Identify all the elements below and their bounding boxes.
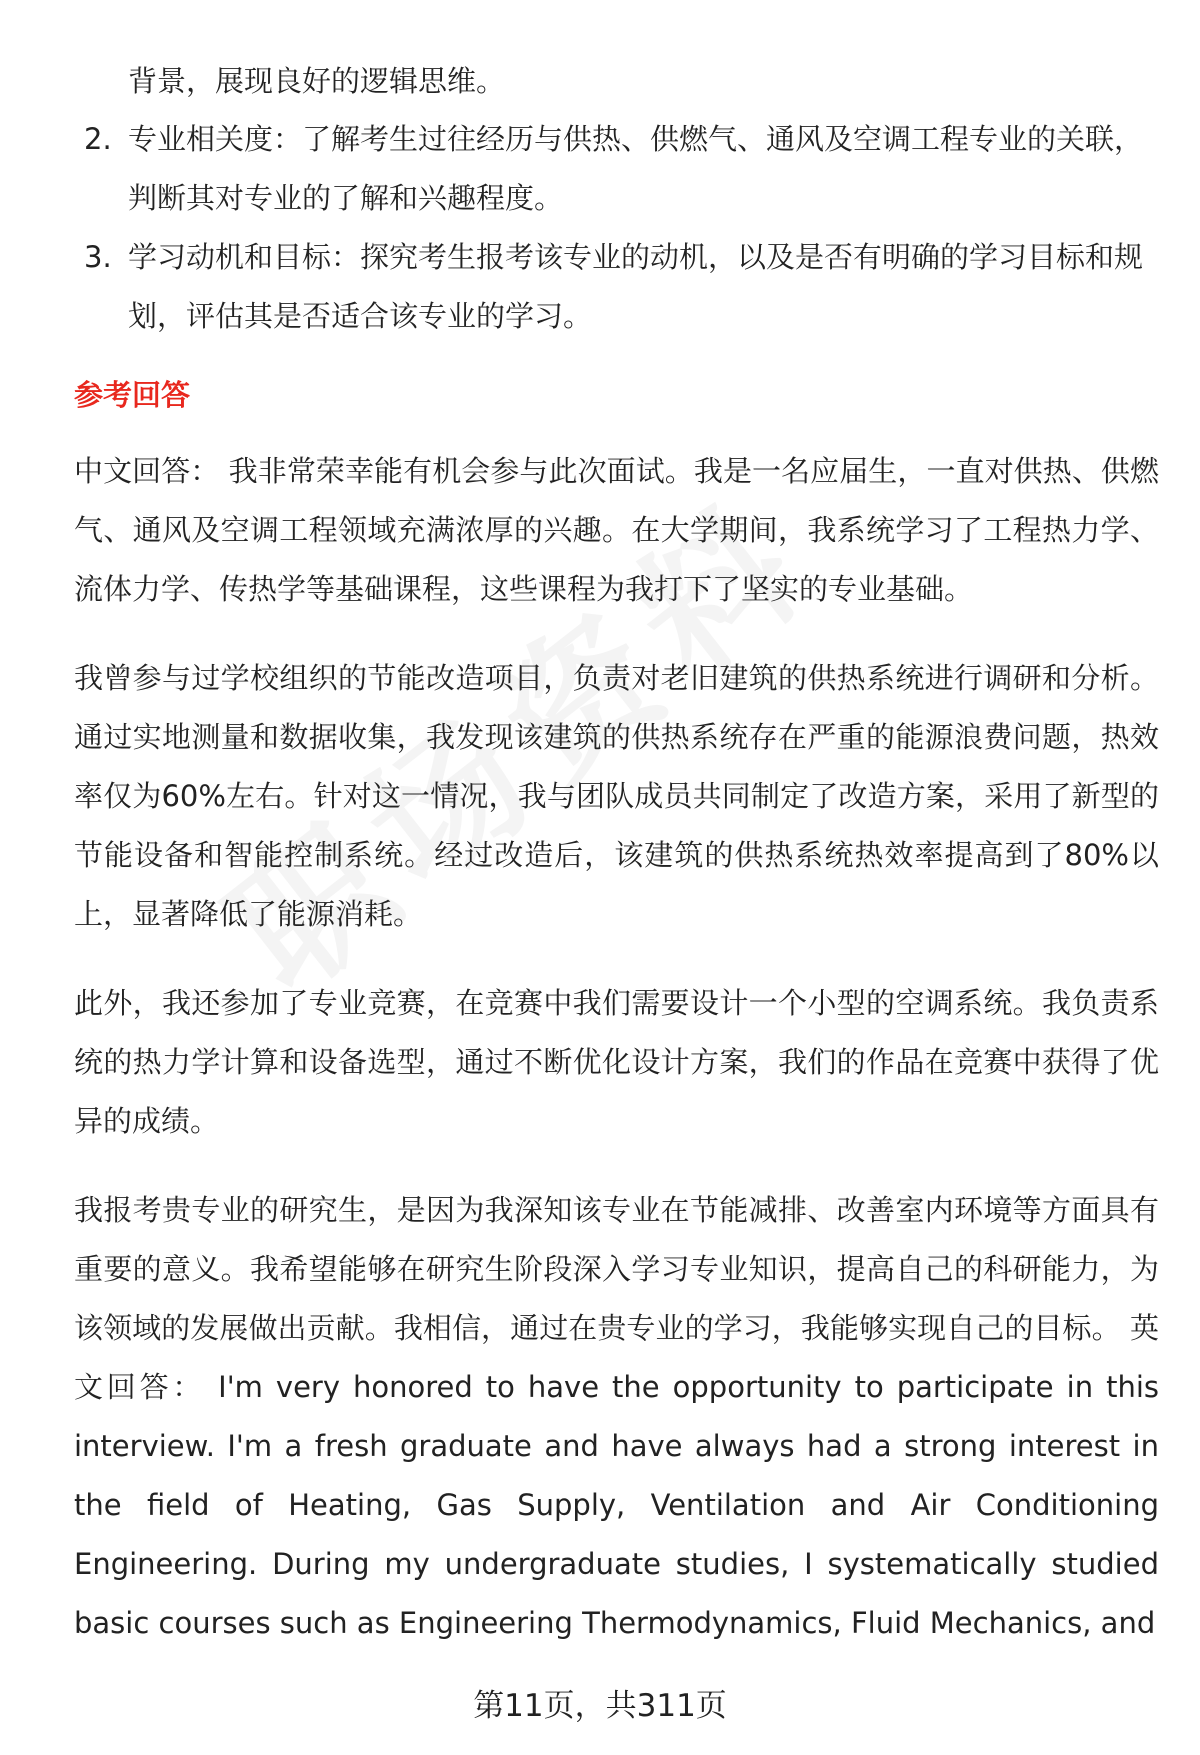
- list-item-number: 3.: [84, 240, 112, 274]
- list-item: [74, 110, 1159, 228]
- page-footer: 第11页，共311页: [473, 1688, 727, 1724]
- paragraph: 此外，我还参加了专业竞赛，在竞赛中我们需要设计一个小型的空调系统。我负责系统的热力学计算和设备选型，通过不断优化设计方案，我们的作品在竞赛中获得了优异的成绩。: [74, 986, 1159, 1138]
- list-item-number: 2.: [84, 122, 112, 156]
- page-content: [74, 52, 1159, 1683]
- paragraph: 我曾参与过学校组织的节能改造项目，负责对老旧建筑的供热系统进行调研和分析。通过实地测量和数据收集，我发现该建筑的供热系统存在严重的能源浪费问题，热效率仅为60%左右。针对这一情况，我与团队成员共同制定了改造方案，采用了新型的节能设备和智能控制系统。经过改造后，该建筑的供热系统热效率提高到了80%以上，显著降低了能源消耗。: [74, 661, 1159, 931]
- paragraph: 中文回答： 我非常荣幸能有机会参与此次面试。我是一名应届生，一直对供热、供燃气、通风及空调工程领域充满浓厚的兴趣。在大学期间，我系统学习了工程热力学、流体力学、传热学等基础课程，这些课程为我打下了坚实的专业基础。: [74, 454, 1159, 606]
- section-heading: 参考回答: [74, 378, 191, 412]
- requirements-list: [74, 110, 1159, 346]
- list-item-text: 专业相关度：了解考生过往经历与供热、供燃气、通风及空调工程专业的关联，判断其对专业的了解和兴趣程度。: [128, 122, 1144, 215]
- list-item: [74, 228, 1159, 346]
- list-item-text: 学习动机和目标：探究考生报考该专业的动机，以及是否有明确的学习目标和规划，评估其是否适合该专业的学习。: [128, 240, 1144, 333]
- list-item-continuation: 背景，展现良好的逻辑思维。: [128, 64, 506, 98]
- paragraph: 我报考贵专业的研究生，是因为我深知该专业在节能减排、改善室内环境等方面具有重要的意义。我希望能够在研究生阶段深入学习专业知识，提高自己的科研能力，为该领域的发展做出贡献。我相信，通过在贵专业的学习，我能够实现自己的目标。 英文回答： I'm very honored to have the opportunity to participate in this interview. I'm a fresh graduate and have always had a strong interest in the field of Heating, Gas Supply, Ventilation and Air Conditioning Engineering. During my undergraduate studies, I systematically studied basic courses such as Engineering Thermodynamics, Fluid Mechanics, and: [74, 1193, 1159, 1640]
